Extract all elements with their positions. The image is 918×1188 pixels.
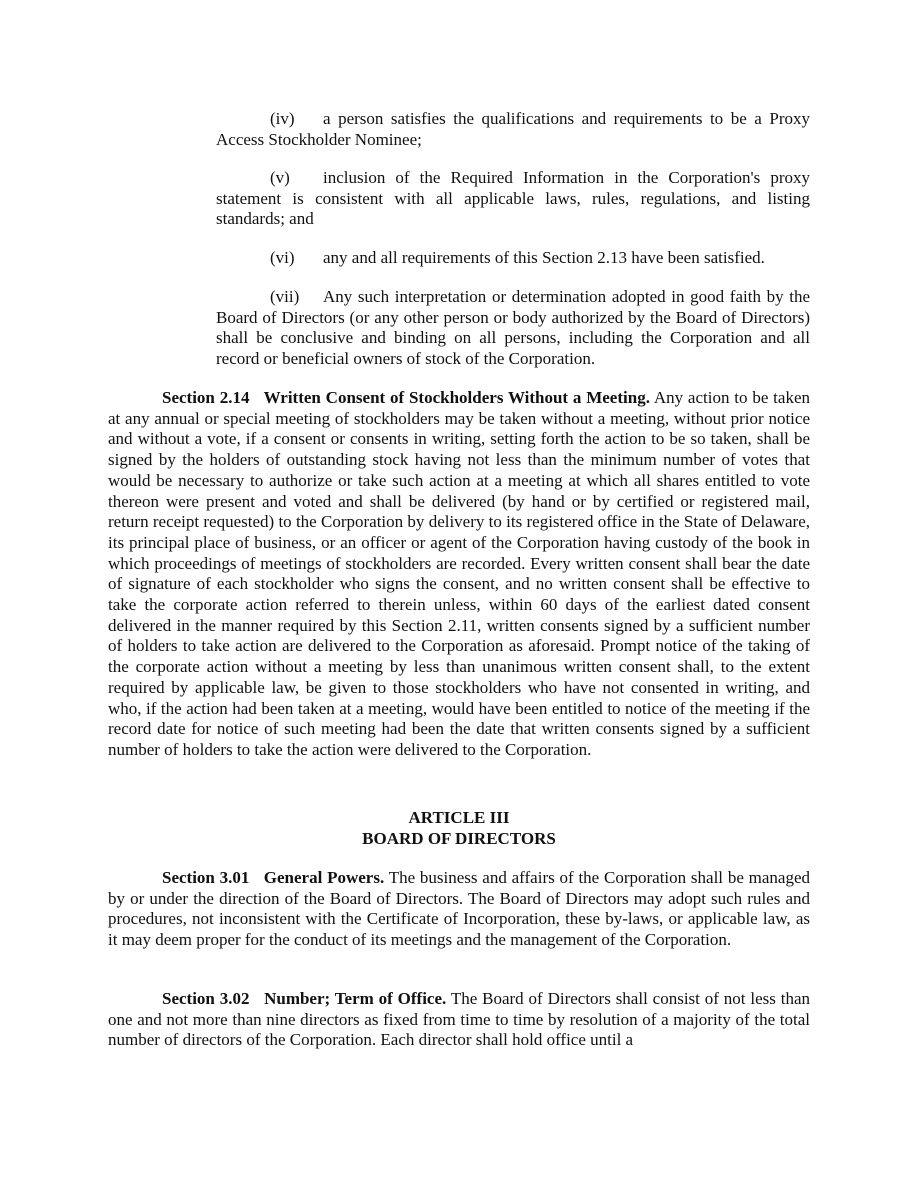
section-body: The Board of Directors shall consist of not less than one and not more than nine directors as fixed from time to time by resolution of a majority of the total number of directors of the Corporation. Each director shall hold office until a — [108, 989, 810, 1050]
item-number: (v) — [270, 168, 290, 187]
section-3-01 — [108, 868, 810, 951]
article-title: BOARD OF DIRECTORS — [362, 829, 556, 848]
item-text: any and all requirements of this Section 2.13 have been satisfied. — [323, 248, 765, 267]
article-number: ARTICLE III — [408, 808, 510, 827]
item-text: a person satisfies the qualifications and requirements to be a Proxy Access Stockholder Nominee; — [216, 109, 810, 149]
list-item — [216, 248, 810, 269]
section-2-14 — [108, 388, 810, 761]
list-item — [216, 109, 810, 150]
list-item — [216, 287, 810, 370]
section-heading: Section 3.01 General Powers. — [162, 868, 385, 887]
section-body: The business and affairs of the Corporation shall be managed by or under the direction of the Board of Directors. The Board of Directors may adopt such rules and procedures, not inconsistent with the Certificate of Incorporation, these by-laws, or applicable law, as it may deem proper for the conduct of its meetings and the management of the Corporation. — [108, 868, 811, 950]
section-heading: Section 2.14 Written Consent of Stockholders Without a Meeting. — [162, 388, 650, 407]
section-3-02 — [108, 989, 810, 1051]
item-number: (iv) — [270, 109, 295, 128]
item-number: (vii) — [270, 287, 300, 306]
section-heading: Section 3.02 Number; Term of Office. — [162, 989, 447, 1008]
item-text: Any such interpretation or determination adopted in good faith by the Board of Directors (or any other person or body authorized by the Board of Directors) shall be conclusive and binding on all persons, including the Corporation and all record or beneficial owners of stock of the Corporation. — [216, 287, 810, 369]
section-body: Any action to be taken at any annual or special meeting of stockholders may be taken without a meeting, without prior notice and without a vote, if a consent or consents in writing, setting forth the action to be so taken, shall be signed by the holders of outstanding stock having not less than the minimum number of votes that would be necessary to authorize or take such action at a meeting at which all shares entitled to vote thereon were present and voted and shall be delivered (by hand or by certified or registered mail, return receipt requested) to the Corporation by delivery to its registered office in the State of Delaware, its principal place of business, or an officer or agent of the Corporation having custody of the book in which proceedings of meetings of stockholders are recorded. Every written consent shall bear the date of signature of each stockholder who signs the consent, and no written consent shall be effective to take the corporate action referred to therein unless, within 60 days of the earliest dated consent delivered in the manner required by this Section 2.11, written consents signed by a sufficient number of holders to take action are delivered to the Corporation as aforesaid. Prompt notice of the taking of the corporate action without a meeting by less than unanimous written consent shall, to the extent required by applicable law, be given to those stockholders who have not consented in writing, and who, if the action had been taken at a meeting, would have been entitled to notice of the meeting if the record date for notice of such meeting had been the date that written consents signed by a sufficient number of holders to take the action were delivered to the Corporation. — [108, 388, 810, 759]
item-text: inclusion of the Required Information in the Corporation's proxy statement is consistent with all applicable laws, rules, regulations, and listing standards; and — [216, 168, 810, 229]
list-item — [216, 168, 810, 230]
item-number: (vi) — [270, 248, 295, 267]
